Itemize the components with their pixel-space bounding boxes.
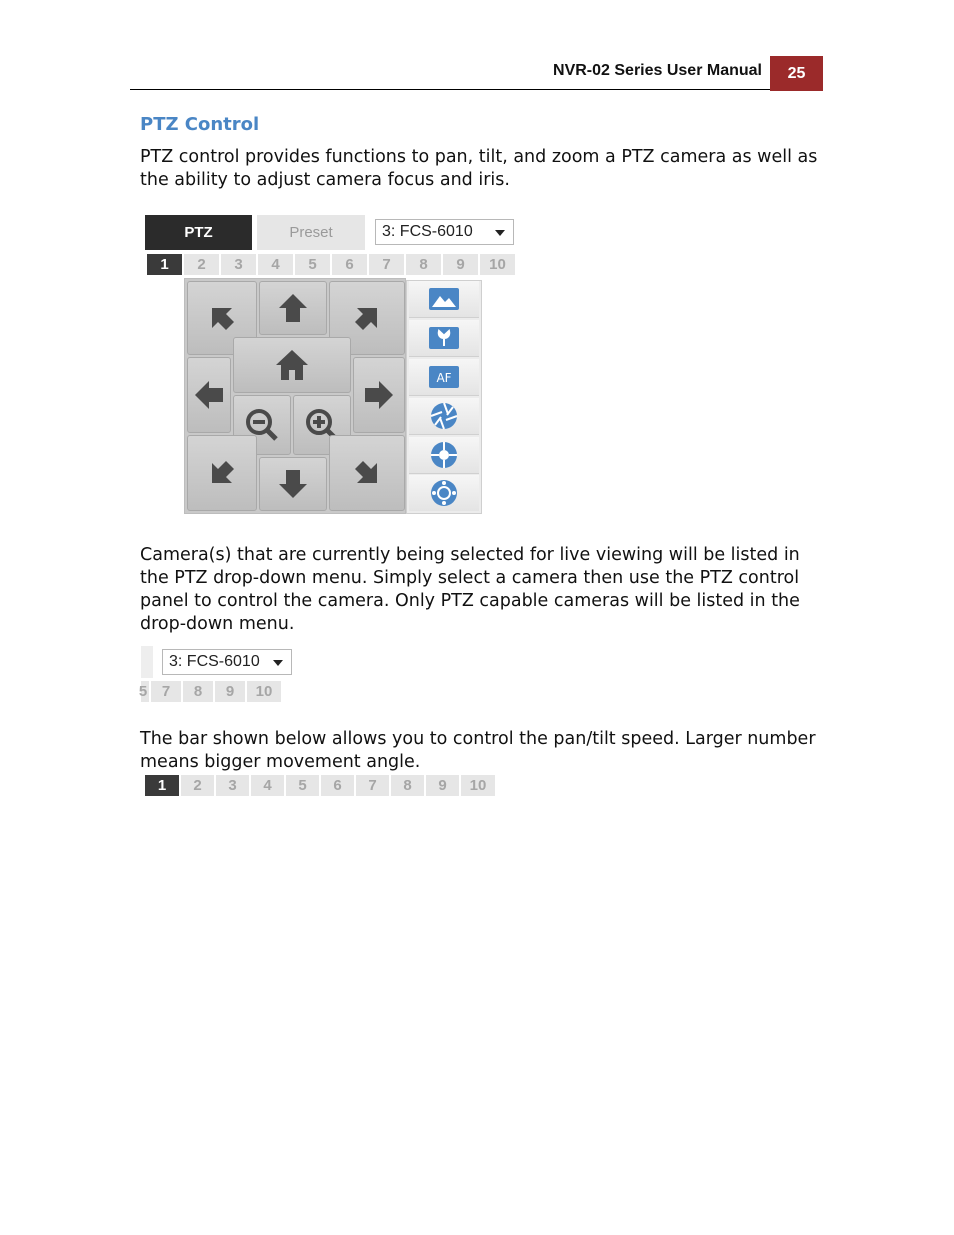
auto-focus-button[interactable] [409,359,479,396]
speed-level-6[interactable]: 6 [332,254,367,275]
camera-select-closeup[interactable] [162,649,292,675]
chevron-down-icon [273,660,283,666]
iris-close-icon [429,440,459,470]
speed-level-6[interactable]: 6 [321,775,354,796]
camera-select-closeup-value: 3: FCS-6010 [169,653,260,670]
home-button[interactable] [233,337,351,393]
pan-right-button[interactable] [353,357,405,433]
speed-level-2[interactable]: 2 [181,775,214,796]
speed-level-3[interactable]: 3 [221,254,256,275]
camera-select-value: 3: FCS-6010 [382,223,473,240]
focus-iris-panel [406,280,482,514]
focus-far-button[interactable] [409,281,479,318]
chevron-down-icon [495,230,505,236]
arrow-right-icon [362,378,396,412]
speed-level-9[interactable]: 9 [443,254,478,275]
pan-down-left-button[interactable] [187,435,257,511]
tab-ptz[interactable]: PTZ [145,215,252,250]
speed-level-5[interactable]: 5 [286,775,319,796]
speed-level-7[interactable]: 7 [369,254,404,275]
speed-paragraph: The bar shown below allows you to control the pan/tilt speed. Larger number means bigger movement angle. [140,729,816,772]
pan-left-button[interactable] [187,357,231,433]
ptz-direction-pad [184,278,406,514]
arrow-down-left-icon [205,456,239,490]
pan-tilt-speed-bar [145,775,495,796]
tilt-up-button[interactable] [259,281,327,335]
cropped-speed-bar [138,681,281,702]
arrow-up-right-icon [350,301,384,335]
speed-level-7: 7 [151,681,181,702]
speed-level-4[interactable]: 4 [251,775,284,796]
speed-level-7[interactable]: 7 [356,775,389,796]
speed-level-8: 8 [183,681,213,702]
page-number: 25 [770,56,823,91]
speed-level-8[interactable]: 8 [406,254,441,275]
speed-level-10[interactable]: 10 [480,254,515,275]
iris-open-button[interactable] [409,398,479,435]
intro-paragraph: PTZ control provides functions to pan, tilt, and zoom a PTZ camera as well as the ability to adjust camera focus and iris. [140,147,818,190]
speed-level-5-partial: 5 [138,683,148,700]
pan-down-right-button[interactable] [329,435,405,511]
iris-close-button[interactable] [409,437,479,474]
ptz-speed-bar [147,254,515,275]
tab-preset[interactable]: Preset [257,215,365,250]
arrow-up-icon [276,291,310,325]
camera-select[interactable] [375,219,514,245]
speed-level-5[interactable]: 5 [295,254,330,275]
focus-far-icon [428,287,460,311]
home-icon [274,348,310,382]
cropped-tab-edge [141,646,153,678]
speed-level-4[interactable]: 4 [258,254,293,275]
arrow-down-right-icon [350,456,384,490]
speed-level-10[interactable]: 10 [461,775,495,796]
speed-level-9[interactable]: 9 [426,775,459,796]
running-header-title: NVR-02 Series User Manual [553,62,762,79]
speed-level-1[interactable]: 1 [147,254,182,275]
speed-level-3[interactable]: 3 [216,775,249,796]
iris-open-icon [429,401,459,431]
speed-level-10: 10 [247,681,281,702]
section-title: PTZ Control [140,114,260,135]
focus-near-button[interactable] [409,320,479,357]
iris-auto-button[interactable] [409,475,479,511]
speed-level-8[interactable]: 8 [391,775,424,796]
tilt-down-button[interactable] [259,457,327,511]
speed-level-9: 9 [215,681,245,702]
arrow-left-icon [192,378,226,412]
speed-level-2[interactable]: 2 [184,254,219,275]
af-label: AF [436,371,452,385]
speed-level-1[interactable]: 1 [145,775,179,796]
iris-auto-icon [429,478,459,508]
arrow-down-icon [276,467,310,501]
focus-near-icon [428,326,460,350]
header-rule [130,89,770,90]
camera-select-paragraph: Camera(s) that are currently being selected for live viewing will be listed in the PTZ drop-down menu. Simply select a camera then use the PTZ control panel to control the camera. Only PTZ capable cameras will be listed in the drop-down menu. [140,545,800,634]
arrow-up-left-icon [205,301,239,335]
auto-focus-icon [428,365,460,389]
